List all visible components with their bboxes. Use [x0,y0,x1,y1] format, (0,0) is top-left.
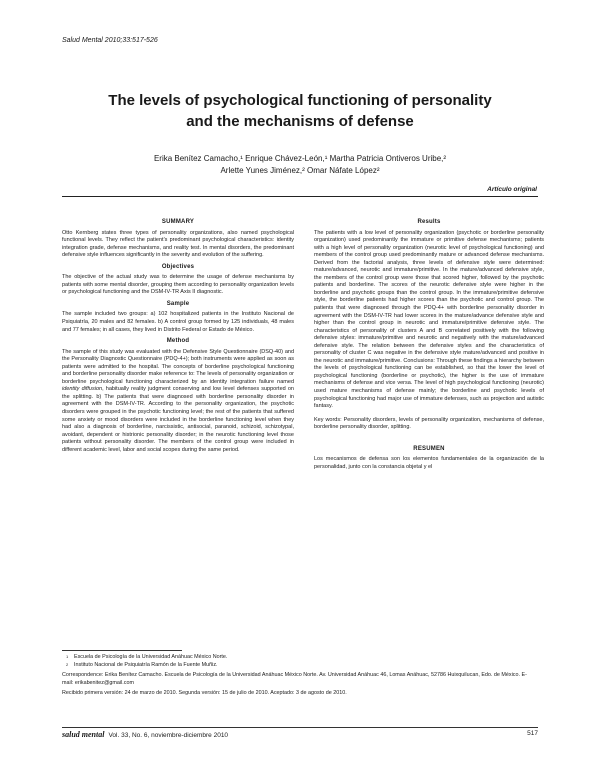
issue-info: Vol. 33, No. 6, noviembre-diciembre 2010 [108,732,229,739]
keywords-text: Key words: Personality disorders, levels of personality organization, mechanisms of defense, borderline personality disorder, splitting. [314,416,544,431]
author-list [60,153,540,177]
page-number: 517 [527,730,538,737]
affiliation-1 [62,654,538,662]
footnote-divider [62,650,182,651]
results-heading: Results [417,219,441,225]
objectives-text: The objective of the actual study was to determine the usage of defense mechanisms by patients with some mental disorder, grouping them according to personality organization levels or psychological functioning and the DSM-IV-TR Axis II diagnostic. [62,274,294,296]
method-text-a: The sample of this study was evaluated with the Defensive Style Questionnaire (DSQ-40) and the Personality Diagnostic Questionnaire (PDQ-4+); both instruments were applied as soon as patients were admitted to the hospital. The concepts of borderline psychological functioning and borderline personality disorder make reference to: The levels of personality organization or borderline psychological functioning characterized by an identity integration failure named [62,348,294,385]
resumen-heading: RESUMEN [413,445,445,452]
correspondence-note: Correspondence: Erika Benítez Camacho. Escuela de Psicología de la Universidad Anáhuac México Norte. Av. Universidad Anáhuac 46, Lomas Anáhuac, 52786 Huixquilucan, Edo. de México. E-mail: erikabenitez@gmail.com [62,672,527,686]
method-text [62,349,294,455]
footer-divider [62,727,538,728]
title-line-1: The levels of psychological functioning of personality [108,92,492,109]
resumen-text: Los mecanismos de defensa son los elementos fundamentales de la organización de la personalidad, junto con la constancia objetal y el [314,456,544,470]
method-text-emphasis: identity diffusion [62,386,103,393]
affiliation-2-text: Instituto Nacional de Psiquiatría Ramón de la Fuente Muñiz. [74,661,218,668]
received-dates: Recibido primera versión: 24 de marzo de 2010. Segunda versión: 15 de julio de 2010. Aceptado: 3 de agosto de 2010. [62,690,347,696]
article-title [60,90,540,132]
authors-line-2: Arlette Yunes Jiménez,² Omar Náfate López² [220,166,380,175]
affiliation-1-marker: 1 [66,654,69,659]
journal-logo: salud mental [62,730,105,739]
sample-heading: Sample [166,300,190,307]
summary-column [62,215,294,605]
title-line-2: and the mechanisms of defense [186,113,414,130]
results-column [314,215,544,650]
summary-intro: Otto Kernberg states three types of personality organizations, also named psychological functional levels. They reflect the patient's predominant psychological characteristics: identity integration grade, defense mechanisms, and reality test. In mental disorders, the predominant defensive style influences significantly in the severity and evolution of the suffering. [62,229,294,259]
affiliation-1-text: Escuela de Psicología de la Universidad Anáhuac México Norte. [74,654,228,660]
method-text-b: , habitually reality judgment conserving and low level defenses supported on the splitting. b) The patients that were diagnosed with borderline personality disorder in agreement with the DSM-IV-TR. According to the personality organization, the psychotic disorders were grouped in the psychotic functioning level; the rest of the patients that suffered some anxiety or mood disorders were included in the borderline functioning level when they had also a diagnosis of borderline, narcissistic, antisocial, paranoid, schizoid, schizotypal, avoidant, dependent or histrionic personality disorder; in the neurotic functioning level those patients without personality disorder. The members of the control group were included in different academic level, labor and social scopes during the same period. [62,386,294,453]
affiliation-2 [62,662,538,670]
affiliation-2-marker: 2 [66,661,69,667]
objectives-heading: Objectives [161,263,195,270]
article-type-tag: Artículo original [487,186,537,193]
method-heading: Method [166,338,190,345]
sample-text: The sample included two groups: a) 102 hospitalized patients in the Instituto Nacional de Psiquiatría, 20 males and 82 females. b) A control group formed by 125 individuals, 48 males and 77 females; in all cases, they lived in Distrito Federal or Estado de México. [62,311,294,333]
journal-reference: Salud Mental 2010;33:517-526 [62,37,158,44]
footer-issue [62,730,228,739]
results-text: The patients with a low level of personality organization (psychotic or borderline personality organization) used predominantly the immature or primitive defense mechanisms; patients with a high level of personality organization (neurotic level of psychological functioning) and members of the control group used predominantly mature or advanced defense mechanisms. Derived from the factorial analysis, three levels of defensive style were determined: mature/advanced, neurotic and immature/primitive. In the mature/advanced defensive style, the members of the control group were those that scored higher, followed by the psychotic patients and borderline. The scores of the neurotic defensive style were higher in the borderline and psychotic groups than the control group. In the immature/primitive defensive style, the borderline patients had higher scores than the psychotic and control group. The patients that were diagnosed through the PDQ-4+ with borderline personality disorder in agreement with the DSM-IV-TR had lower scores in the mature/advance defensive style and higher than the control group in neurotic and immature/primitive defensive style. The characteristics of personality of clusters A and B correlated positively with the following defensive styles: immature/primitive and neurotic and negatively with the mature/advanced defensive style. The relation between the defensive styles and the characteristics of personality of cluster C was negative in the defensive style mature/advanced and positive in the neurotic and immature/primitive. Conclusions: Through these findings a hierarchy between the levels of psychological functioning can be established, so that the lower the level of psychological functioning (borderline or psychotic), the higher is the use of immature mechanisms of defense and vice versa. The level of high psychological functioning (neurotic) used mature mechanisms of defense mainly; the borderline and psychotic levels of psychological functioning had major use of immature defenses, such as projection and autistic fantasy. [314,229,544,410]
authors-line-1: Erika Benítez Camacho,¹ Enrique Chávez-León,¹ Martha Patricia Ontiveros Uribe,² [153,154,447,163]
header-divider [62,196,538,197]
summary-heading: SUMMARY [161,219,195,225]
footnotes [62,654,538,698]
